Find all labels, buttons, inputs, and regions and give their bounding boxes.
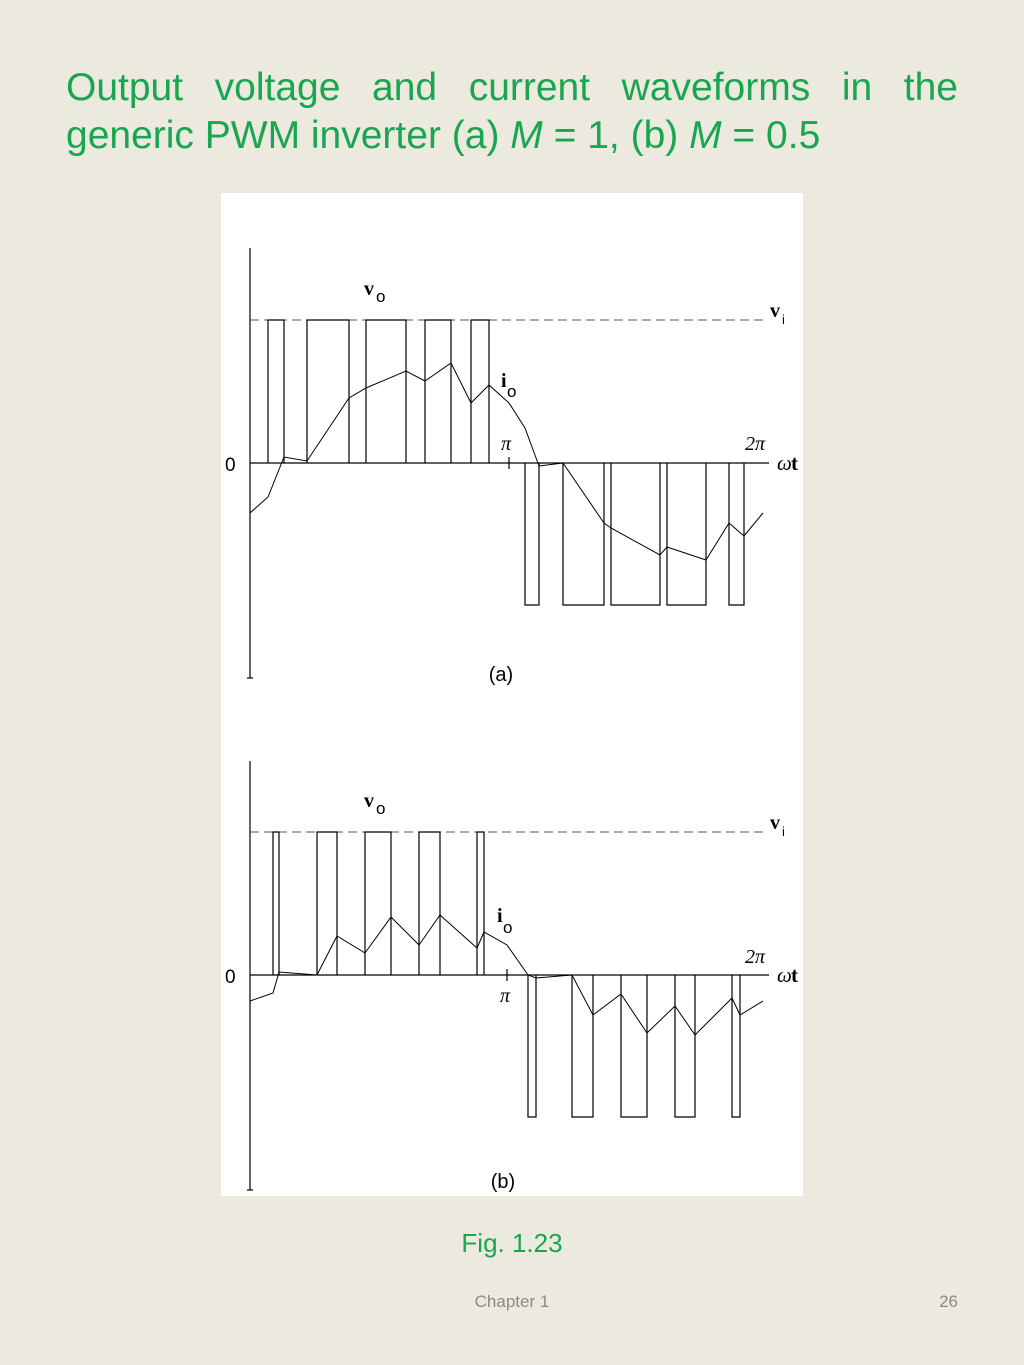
diagram-b xyxy=(247,761,769,1190)
diagram-a-vo-pulses-negative xyxy=(525,463,744,605)
title-text-3: = 0.5 xyxy=(721,114,821,157)
title-text-2: = 1, (b) xyxy=(542,114,690,157)
diagram-a-vo-subscript: o xyxy=(376,287,386,306)
diagram-a-2pi-label: 2π xyxy=(745,433,766,455)
figure-caption: Fig. 1.23 xyxy=(461,1228,563,1258)
diagram-b-pi-label: π xyxy=(500,985,511,1007)
diagram-b-zero-label: 0 xyxy=(225,967,236,988)
diagram-a-zero-label: 0 xyxy=(225,455,236,476)
diagram-a xyxy=(247,248,769,678)
diagram-b-omega-label: ω xyxy=(777,963,792,987)
diagram-a-t-label: t xyxy=(791,451,798,475)
diagram-b-vo-pulses-positive xyxy=(273,832,484,975)
diagram-a-vo-label: v xyxy=(364,278,374,300)
diagram-b-vi-label: v xyxy=(770,812,780,834)
diagram-b-sublabel: (b) xyxy=(490,1171,516,1193)
title-m-symbol-2: M xyxy=(689,114,722,157)
diagram-b-io-subscript: o xyxy=(503,918,513,937)
diagram-b-vi-subscript: i xyxy=(782,824,785,839)
diagram-a-pi-label: π xyxy=(501,433,512,455)
diagram-b-labels xyxy=(225,790,798,1193)
title-text-1: Output voltage and current waveforms in the generic PWM inverter (a) xyxy=(66,66,958,157)
diagram-a-labels xyxy=(225,278,798,686)
diagram-b-vo-pulses-negative xyxy=(528,975,740,1117)
diagram-b-t-label: t xyxy=(791,963,798,987)
page-number: 26 xyxy=(939,1292,958,1311)
diagram-a-vo-pulses-positive xyxy=(268,320,489,463)
diagram-a-io-label: i xyxy=(501,370,507,392)
waveform-figure xyxy=(221,193,803,1196)
diagram-a-omega-label: ω xyxy=(777,451,792,475)
footer-chapter: Chapter 1 xyxy=(474,1292,550,1311)
slide-title xyxy=(66,64,958,160)
diagram-a-vi-label: v xyxy=(770,300,780,322)
title-m-symbol-1: M xyxy=(510,114,543,157)
diagram-b-2pi-label: 2π xyxy=(745,946,766,968)
diagram-a-io-subscript: o xyxy=(507,382,517,401)
diagram-a-sublabel: (a) xyxy=(488,664,514,686)
figure-panel xyxy=(221,193,803,1196)
diagram-b-vo-subscript: o xyxy=(376,799,386,818)
diagram-b-vo-label: v xyxy=(364,790,374,812)
diagram-a-vi-subscript: i xyxy=(782,312,785,327)
diagram-b-io-label: i xyxy=(497,905,503,927)
